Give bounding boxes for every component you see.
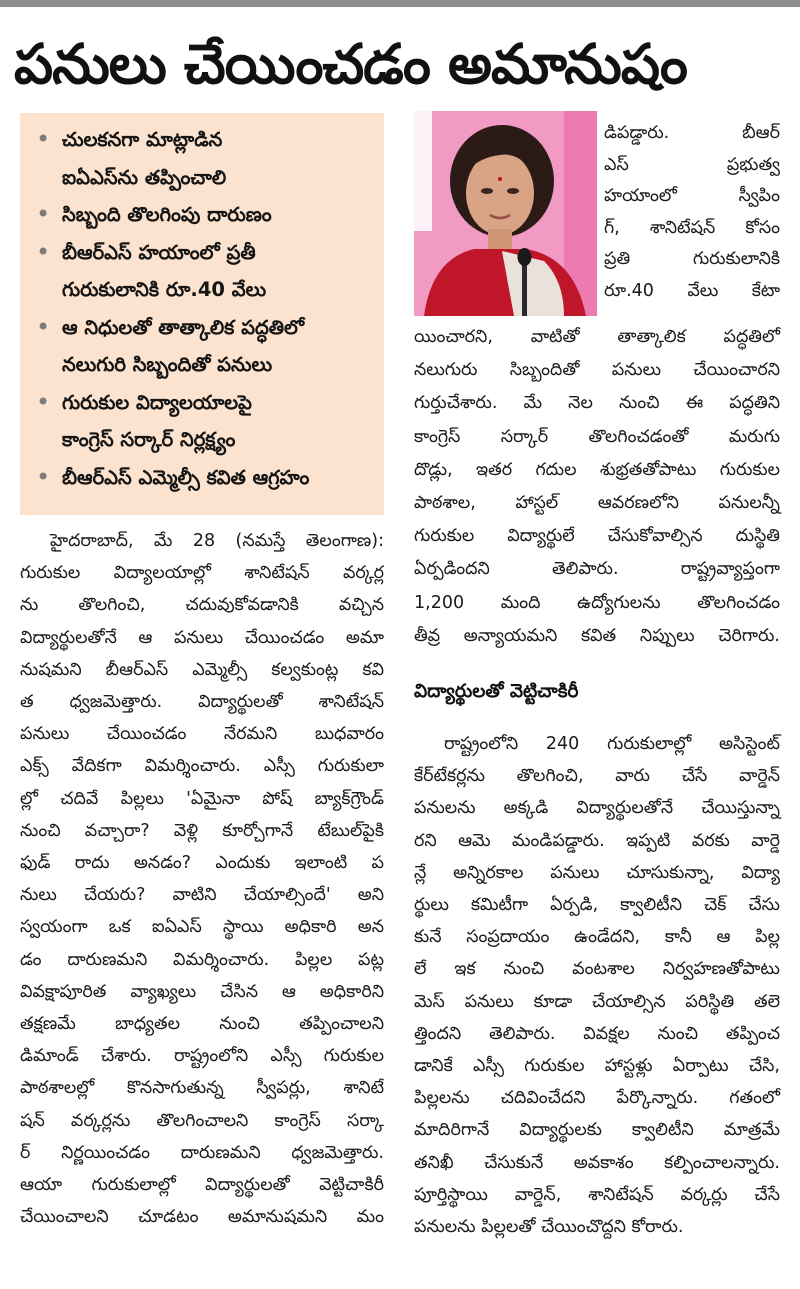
body-text-line: ర్థులు కమిటీగా ఏర్పడి, క్వాలిటీని చెక్ చేసు [414,895,780,916]
body-text-line: పాఠశాల, హాస్టల్ ఆవరణలోని పనులన్నీ [414,493,780,514]
body-text-line: ను తొలగించి, చదువుకోవడానికి వచ్చిన [20,595,384,616]
body-text-line: నులు చేయరు? వాటిని చేయాల్సిందే' అని [20,885,384,906]
headline: పనులు చేయించడం అమానుషం [14,32,687,96]
highlight-item [36,234,374,272]
body-text-line: నుషమని బీఆర్‌ఎస్ ఎమ్మెల్సీ కల్వకుంట్ల కవి [20,659,384,680]
body-text-line: కాంగ్రెస్ సర్కార్ తొలగించడంతో మరుగు [414,426,780,447]
body-text-line: తనిఖీ చేసుకునే అవకాశం కల్పించాలన్నారు. [414,1152,780,1173]
body-text-line: పూర్తిస్థాయి వార్డెన్, శానిటేషన్ వర్కర్లు చేసే [414,1184,780,1205]
body-text-line: మాదిరిగానే విద్యార్థులకు క్వాలిటీని మాత్రమే [414,1120,780,1141]
body-text-line: తక్షణమే బాధ్యతల నుంచి తప్పించాలని [20,1014,384,1035]
body-text-line: పాఠశాలల్లో కొనసాగుతున్న స్వీపర్లు, శానిటే [20,1078,384,1099]
highlight-text: గురుకులానికి రూ.40 వేలు [62,278,267,301]
body-text-line: ప్రతి గురుకులానికి [604,249,780,269]
right-middle-column [414,321,780,653]
body-text-line: ల్లో చదివే పిల్లలు 'ఏమైనా పోష్ బ్యాక్‌గ్రౌండ్ [20,788,384,809]
body-text-line: త్తిందని తెలిపారు. వివక్షల నుంచి తప్పించ [414,1023,780,1044]
body-text-line: మెస్ పనులు కూడా చేయాల్సిన పరిస్థితి తలె [414,991,780,1012]
body-text-line: రాష్ట్రంలోని 240 గురుకులాల్లో అసిస్టెంట్ [444,734,780,754]
bullet-icon: • [36,462,51,491]
highlight-item [36,384,374,422]
right-bottom-column [414,728,780,1243]
woman-speaking-photo [414,111,597,316]
bullet-icon: • [36,312,51,341]
body-text-line: గుర్తుచేశారు. మే నెల నుంచి ఈ పద్ధతిని [414,393,780,414]
body-text-line: పనులు చేయించడం నేరమని బుధవారం [20,724,384,745]
bullet-icon: • [36,237,51,266]
body-text-line: రూ.40 వేలు కేటా [604,280,780,301]
highlight-item [36,459,374,497]
body-text-line: కేర్‌టేకర్లను తొలగించి, వారు చేసే వార్డెన్ [414,766,780,787]
body-text-line: డం దారుణమని విమర్శించారు. పిల్లల పట్ల [20,949,384,970]
highlight-text: ఐఏఎస్‌ను తప్పించాలి [62,165,227,189]
body-text-line: రని ఆమె మండిపడ్డారు. ఇప్పటి వరకు వార్డె [414,830,780,851]
highlight-item [36,309,374,347]
highlight-text: చులకనగా మాట్లాడిన [62,128,223,151]
body-text-line: ర్ నిర్ణయించడం దారుణమని ధ్వజమెత్తారు. [20,1142,384,1163]
right-top-column [604,118,780,307]
body-text-line: నలుగురు సిబ్బందితో పనులు చేయించారని [414,360,780,381]
highlight-text: ఆ నిధులతో తాత్కాలిక పద్ధతిలో [62,315,305,339]
highlights-box [20,113,384,515]
body-text-line: త ధ్వజమెత్తారు. విద్యార్థులతో శానిటేషన్ [20,692,384,713]
highlight-item [36,121,374,159]
body-text-line: దొడ్లు, ఇతర గదుల శుభ్రతతోపాటు గురుకుల [414,459,780,480]
body-text-line: హైదరాబాద్, మే 28 (నమస్తే తెలంగాణ): [50,531,384,551]
body-text-line: షన్ వర్కర్లను తొలగించాలని కాంగ్రెస్ సర్కా [20,1110,384,1131]
highlight-item [36,196,374,234]
highlight-item [36,159,374,197]
body-text-line: విద్యార్థులతోనే ఆ పనులు చేయించడం అమా [20,627,384,648]
news-photo [414,111,597,316]
top-rule [0,0,800,7]
body-text-line: వివక్షాపూరిత వ్యాఖ్యలు చేసిన ఆ అధికారిని [20,981,384,1002]
body-text-line: పనులను పిల్లలతో చేయించొద్దని కోరారు. [414,1217,684,1238]
bullet-icon: • [36,387,51,416]
highlight-item [36,346,374,384]
body-text-line: డానికే ఎస్సీ గురుకుల హాస్టళ్లు ఏర్పాటు చేసి, [414,1056,780,1077]
body-text-line: న్లే అన్నిరకాల పనులు చూసుకున్నా, విద్యా [414,862,780,883]
body-text-line: ఏర్పడిందని తెలిపారు. రాష్ట్రవ్యాప్తంగా [414,559,780,580]
body-text-line: స్వయంగా ఒక ఐఏఎస్ స్థాయి అధికారి అన [20,917,384,938]
body-text-line: తీవ్ర అన్యాయమని కవిత నిప్పులు చెరిగారు. [414,625,780,646]
body-text-line: పిల్లలను చదివించేదని పేర్కొన్నారు. గతంలో [414,1088,780,1109]
body-text-line: కునే సంప్రదాయం ఉండేదని, కానీ ఆ పిల్ల [414,927,780,948]
bullet-icon: • [36,125,51,153]
highlight-text: గురుకుల విద్యాలయాలపై [62,390,252,414]
body-text-line: ఎక్స్ వేదికగా విమర్శించారు. ఎస్సీ గురుకులా [20,756,384,777]
body-text-line: లే ఇక నుంచి వంటశాల నిర్వహణతోపాటు [414,959,780,980]
body-text-line: 1,200 మంది ఉద్యోగులను తొలగించడం [414,592,780,613]
highlight-text: కాంగ్రెస్ సర్కార్ నిర్లక్ష్యం [62,428,236,451]
body-text-line: డిపడ్డారు. బీఆర్ [604,123,780,143]
body-text-line: హయాంలో స్వీపిం [604,186,780,206]
highlight-item [36,271,374,309]
highlight-text: నలుగురి సిబ్బందితో పనులు [62,353,273,376]
subheading: విద్యార్థులతో వెట్టిచాకిరీ [414,681,579,702]
body-text-line: గ్, శానిటేషన్ కోసం [604,217,780,238]
body-text-line: డిమాండ్ చేశారు. రాష్ట్రంలోని ఎస్సీ గురుకుల [20,1046,384,1067]
body-text-line: నుంచి వచ్చారా? వెళ్లి కూర్చోగానే టేబుల్‌పైకి [20,820,384,841]
body-text-line: పనులను అక్కడి విద్యార్థులతోనే చేయిస్తున్నా [414,798,780,819]
body-text-line: ఎస్ ప్రభుత్వ [604,154,780,175]
bullet-icon: • [36,200,51,228]
highlight-text: బీఆర్‌ఎస్ హయాంలో ప్రతీ [62,240,256,264]
highlight-text: బీఆర్‌ఎస్ ఎమ్మెల్సీ కవిత ఆగ్రహం [62,465,310,489]
body-text-line: ఆయా గురుకులాల్లో విద్యార్థులతో వెట్టిచాకిరీ [20,1175,384,1196]
highlight-item [36,421,374,459]
left-column [20,525,384,1233]
body-text-line: ఫుడ్ రాదు అనడం? ఎందుకు ఇలాంటి ప [20,853,384,874]
body-text-line: యించారని, వాటితో తాత్కాలిక పద్ధతిలో [414,327,780,347]
body-text-line: గురుకుల విద్యార్థులే చేసుకోవాల్సిన దుస్థితి [414,526,780,547]
body-text-line: గురుకుల విద్యాలయాల్లో శానిటేషన్ వర్కర్ల [20,563,384,584]
body-text-line: చేయించాలని చూడటం అమానుషమని మం [20,1207,384,1228]
highlight-text: సిబ్బంది తొలగింపు దారుణం [62,203,272,226]
